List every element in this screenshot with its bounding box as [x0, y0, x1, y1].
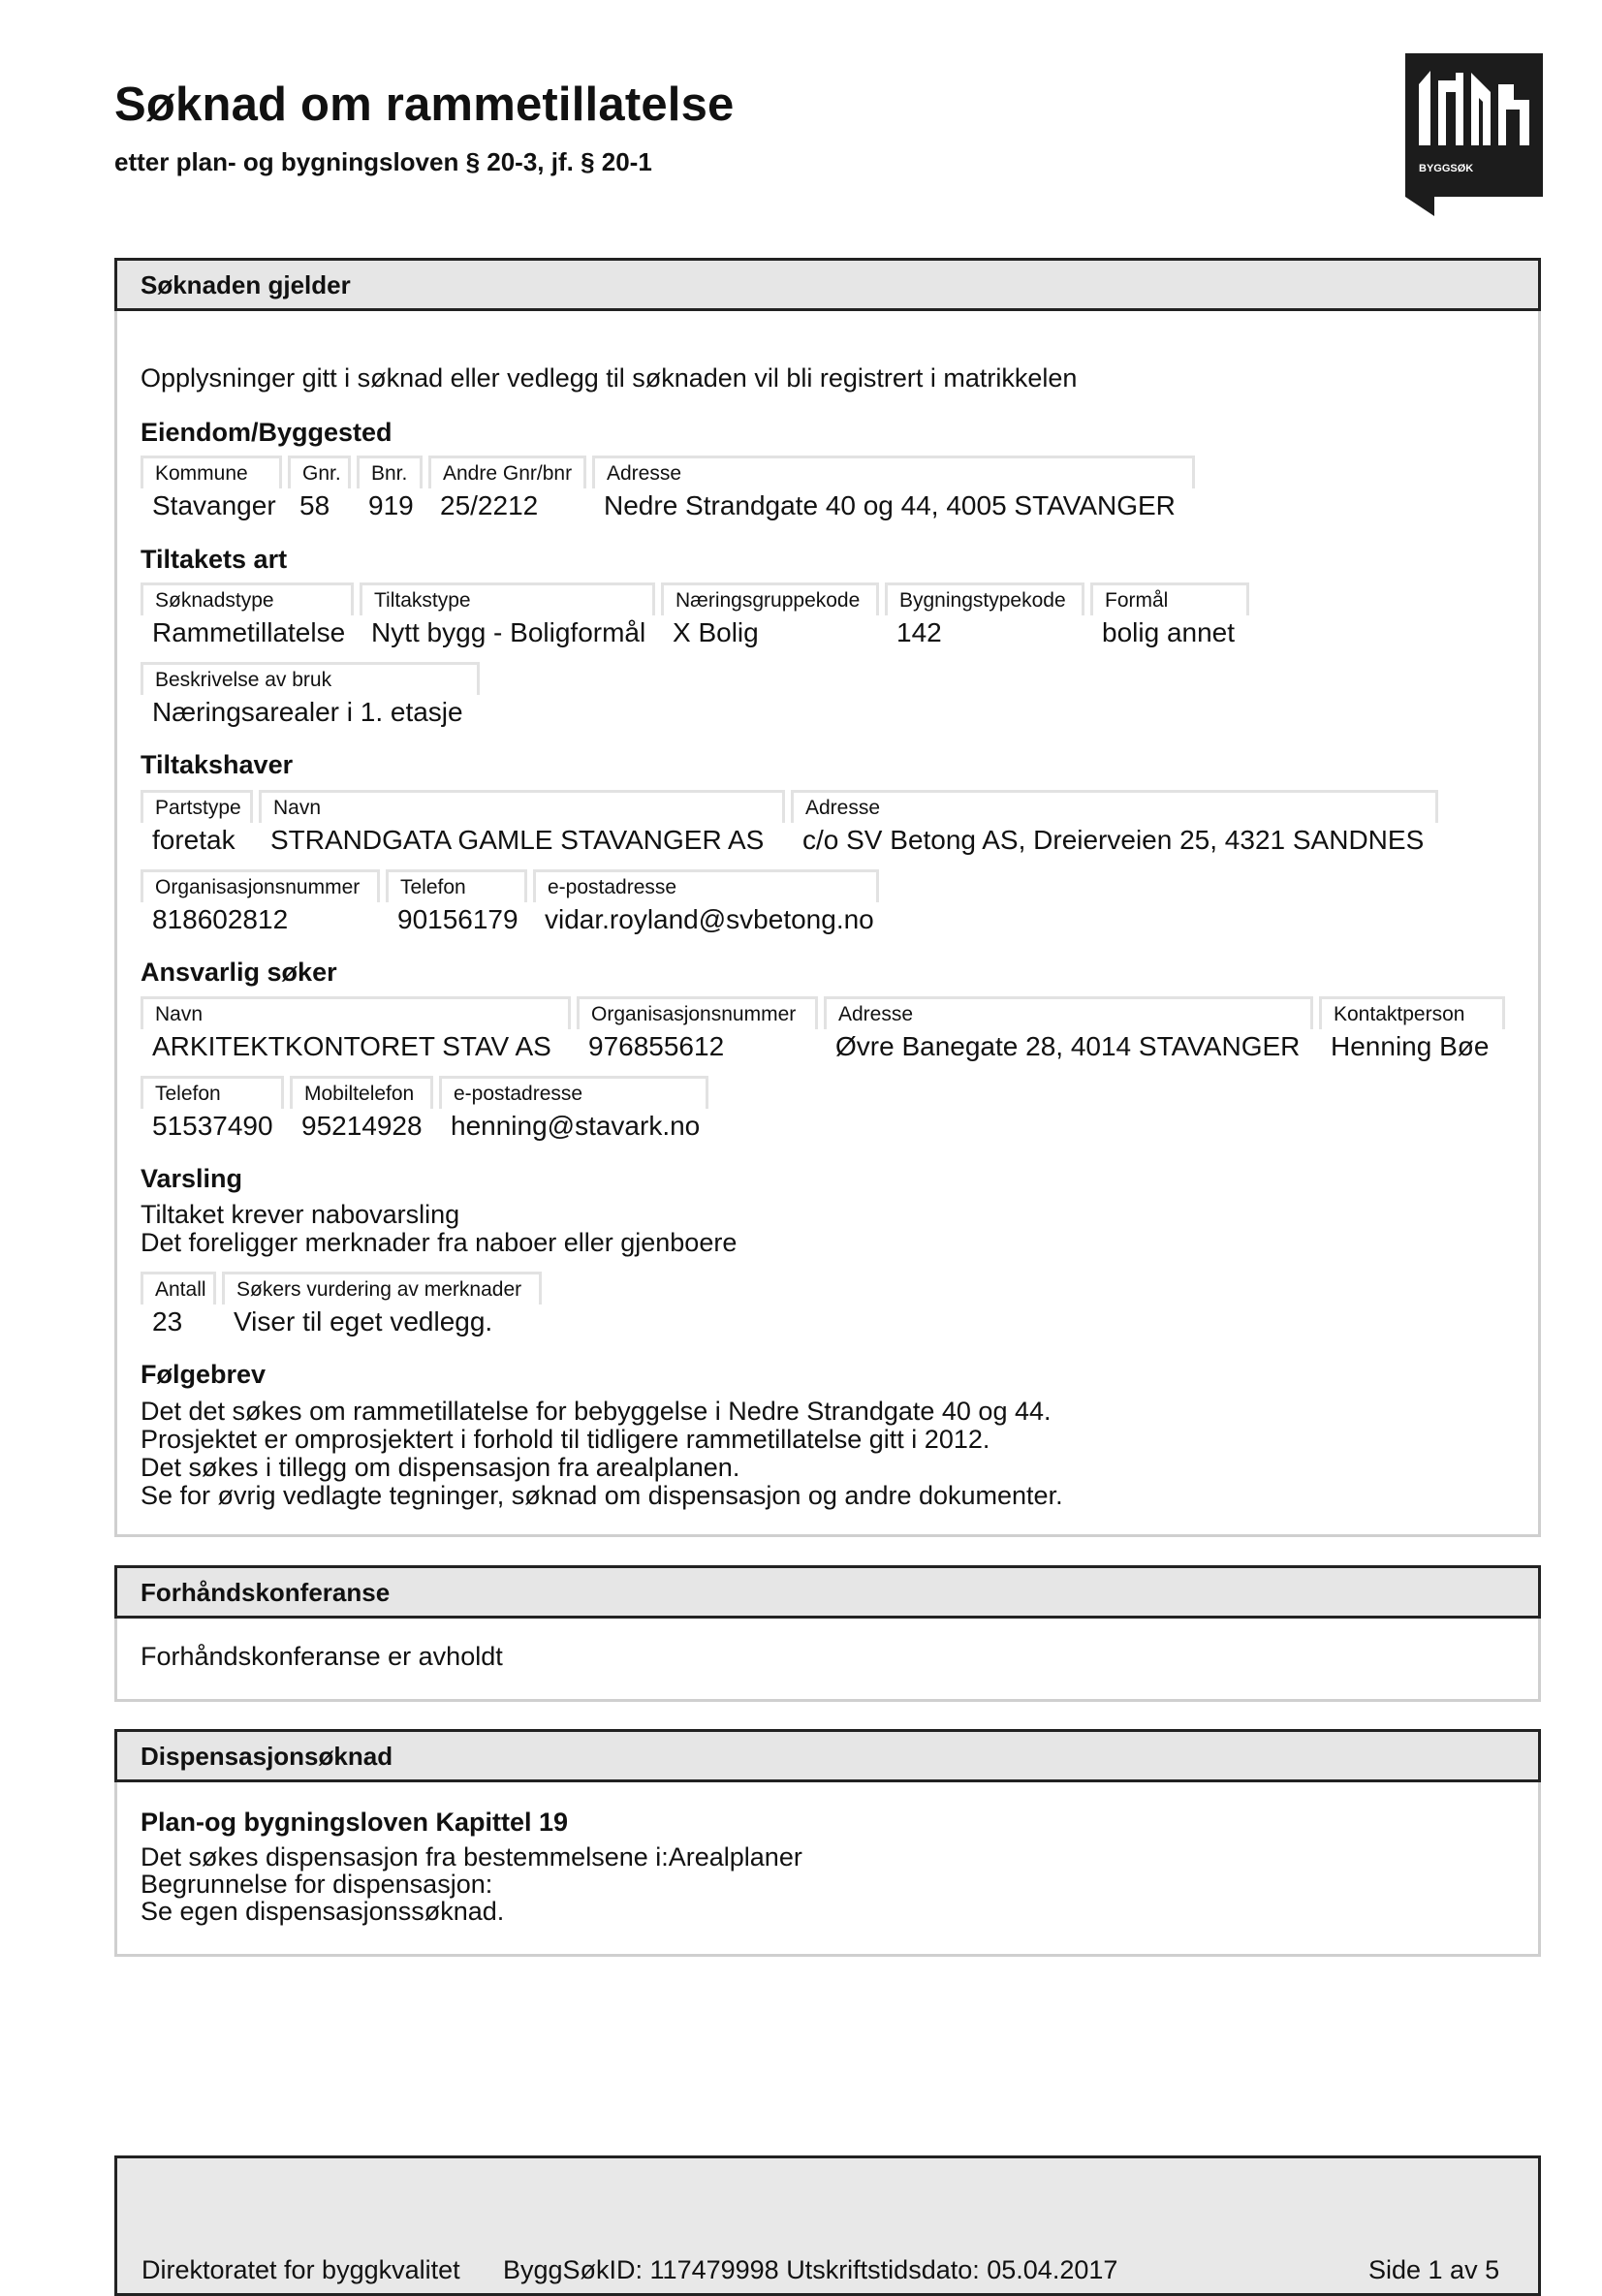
- field-label: Søknadstype: [141, 582, 354, 615]
- footer-page: Side 1 av 5: [1368, 2255, 1500, 2284]
- tiltakshaver-fields-1: [141, 790, 1444, 856]
- byggsok-logo: [1405, 53, 1543, 218]
- varsling-line-2: Det foreligger merknader fra naboer eller gjenboere: [141, 1228, 738, 1257]
- ansvarlig-heading: Ansvarlig søker: [141, 958, 337, 987]
- field-label: Søkers vurdering av merknader: [222, 1272, 542, 1305]
- field-value: 95214928: [301, 1111, 423, 1141]
- field-label: Navn: [141, 996, 571, 1029]
- field-label: Andre Gnr/bnr: [428, 456, 586, 488]
- tiltakshaver-heading: Tiltakshaver: [141, 750, 294, 779]
- field-value: 142: [896, 617, 942, 647]
- field-antall: [141, 1272, 216, 1337]
- field-value: 976855612: [588, 1031, 725, 1061]
- field-value: X Bolig: [673, 617, 759, 647]
- field-value: Næringsarealer i 1. etasje: [152, 697, 463, 727]
- field-value: 25/2212: [440, 490, 539, 520]
- eiendom-fields: [141, 456, 1201, 521]
- page-footer: [114, 2155, 1541, 2296]
- field-value: Nytt bygg - Boligformål: [371, 617, 646, 647]
- field-label: Beskrivelse av bruk: [141, 662, 480, 695]
- field-adresse: [592, 456, 1195, 521]
- tiltakshaver-fields-2: [141, 869, 885, 935]
- field-value: STRANDGATA GAMLE STAVANGER AS: [270, 825, 765, 855]
- field-label: Bnr.: [357, 456, 423, 488]
- dispensasjon-header: [114, 1729, 1541, 1782]
- forhand-text: Forhåndskonferanse er avholdt: [141, 1642, 503, 1671]
- field-value: Øvre Banegate 28, 4014 STAVANGER: [835, 1031, 1301, 1061]
- field-kontaktperson: [1319, 996, 1505, 1062]
- field-andre-gnr-bnr: [428, 456, 586, 521]
- field-bnr: [357, 456, 423, 521]
- field-value: Viser til eget vedlegg.: [234, 1306, 493, 1337]
- tiltakets-art-heading: Tiltakets art: [141, 545, 288, 574]
- folgebrev-line: Se for øvrig vedlagte tegninger, søknad om dispensasjon og andre dokumenter.: [141, 1481, 1063, 1510]
- field-e-postadresse: [533, 869, 879, 935]
- field-bygningstypekode: [885, 582, 1084, 648]
- field-beskrivelse-av-bruk: [141, 662, 480, 728]
- folgebrev-line: Det søkes i tillegg om dispensasjon fra arealplanen.: [141, 1453, 740, 1482]
- field-e-postadresse: [439, 1076, 708, 1142]
- field-mobiltelefon: [290, 1076, 433, 1142]
- field-label: Kontaktperson: [1319, 996, 1505, 1029]
- field-naeringsgruppekode: [661, 582, 879, 648]
- footer-org: Direktoratet for byggkvalitet: [141, 2255, 460, 2284]
- field-value: bolig annet: [1102, 617, 1236, 647]
- field-value: c/o SV Betong AS, Dreierveien 25, 4321 SANDNES: [802, 825, 1425, 855]
- field-value: 51537490: [152, 1111, 273, 1141]
- field-adresse: [824, 996, 1313, 1062]
- page-title: Søknad om rammetillatelse: [114, 79, 735, 131]
- field-label: Adresse: [791, 790, 1438, 823]
- ansvarlig-fields-1: [141, 996, 1511, 1062]
- field-label: Adresse: [824, 996, 1313, 1029]
- field-value: Stavanger: [152, 490, 276, 520]
- folgebrev-line: Prosjektet er omprosjektert i forhold til tidligere rammetillatelse gitt i 2012.: [141, 1425, 990, 1454]
- field-value: 818602812: [152, 904, 289, 934]
- dispensasjon-heading: Dispensasjonsøknad: [141, 1742, 393, 1771]
- field-value: henning@stavark.no: [451, 1111, 701, 1141]
- field-formal: [1090, 582, 1249, 648]
- field-tiltakstype: [360, 582, 655, 648]
- field-organisasjonsnummer: [141, 869, 380, 935]
- field-gnr: [288, 456, 351, 521]
- field-partstype: [141, 790, 253, 856]
- dispensasjon-line: Begrunnelse for dispensasjon:: [141, 1870, 493, 1899]
- field-label: Partstype: [141, 790, 253, 823]
- soknaden-intro: Opplysninger gitt i søknad eller vedlegg til søknaden vil bli registrert i matrikkelen: [141, 363, 1078, 393]
- forhand-header: [114, 1565, 1541, 1619]
- field-value: Rammetillatelse: [152, 617, 346, 647]
- field-label: Antall: [141, 1272, 216, 1305]
- page-subtitle: etter plan- og bygningsloven § 20-3, jf. § 20-1: [114, 147, 652, 176]
- field-telefon: [141, 1076, 284, 1142]
- field-value: 23: [152, 1306, 183, 1337]
- field-label: e-postadresse: [439, 1076, 708, 1109]
- tiltakets-art-fields: [141, 582, 1255, 648]
- field-label: Navn: [259, 790, 785, 823]
- field-value: 90156179: [397, 904, 518, 934]
- field-label: Næringsgruppekode: [661, 582, 879, 615]
- field-label: Tiltakstype: [360, 582, 655, 615]
- field-navn: [141, 996, 571, 1062]
- forhand-heading: Forhåndskonferanse: [141, 1578, 391, 1607]
- dispensasjon-line: Se egen dispensasjonssøknad.: [141, 1897, 505, 1926]
- logo-text: BYGGSØK: [1419, 163, 1474, 174]
- varsling-line-1: Tiltaket krever nabovarsling: [141, 1200, 460, 1229]
- folgebrev-heading: Følgebrev: [141, 1360, 267, 1389]
- ansvarlig-fields-2: [141, 1076, 714, 1142]
- field-label: Organisasjonsnummer: [141, 869, 380, 902]
- field-value: vidar.royland@svbetong.no: [545, 904, 874, 934]
- soknaden-header: [114, 258, 1541, 311]
- field-label: Gnr.: [288, 456, 351, 488]
- field-label: Bygningstypekode: [885, 582, 1084, 615]
- field-adresse: [791, 790, 1438, 856]
- footer-id: ByggSøkID: 117479998 Utskriftstidsdato: 05.04.2017: [503, 2255, 1118, 2284]
- varsling-heading: Varsling: [141, 1164, 243, 1193]
- field-value: Henning Bøe: [1331, 1031, 1490, 1061]
- field-kommune: [141, 456, 282, 521]
- bruk-fields: [141, 662, 486, 728]
- field-label: Telefon: [386, 869, 527, 902]
- field-label: Telefon: [141, 1076, 284, 1109]
- field-organisasjonsnummer: [577, 996, 818, 1062]
- dispensasjon-line: Det søkes dispensasjon fra bestemmelsene i:Arealplaner: [141, 1842, 802, 1871]
- folgebrev-line: Det det søkes om rammetillatelse for bebyggelse i Nedre Strandgate 40 og 44.: [141, 1397, 1052, 1426]
- field-label: Kommune: [141, 456, 282, 488]
- field-telefon: [386, 869, 527, 935]
- field-label: Mobiltelefon: [290, 1076, 433, 1109]
- field-navn: [259, 790, 785, 856]
- field-value: foretak: [152, 825, 236, 855]
- field-value: 58: [299, 490, 330, 520]
- field-value: Nedre Strandgate 40 og 44, 4005 STAVANGER: [604, 490, 1176, 520]
- eiendom-heading: Eiendom/Byggested: [141, 418, 393, 447]
- field-value: ARKITEKTKONTORET STAV AS: [152, 1031, 551, 1061]
- field-sokers-vurdering: [222, 1272, 542, 1337]
- soknaden-heading: Søknaden gjelder: [141, 270, 351, 299]
- dispensasjon-subheading: Plan-og bygningsloven Kapittel 19: [141, 1808, 569, 1837]
- field-label: e-postadresse: [533, 869, 879, 902]
- field-value: 919: [368, 490, 414, 520]
- field-label: Adresse: [592, 456, 1195, 488]
- field-label: Organisasjonsnummer: [577, 996, 818, 1029]
- varsling-fields: [141, 1272, 548, 1337]
- field-soknadstype: [141, 582, 354, 648]
- field-label: Formål: [1090, 582, 1249, 615]
